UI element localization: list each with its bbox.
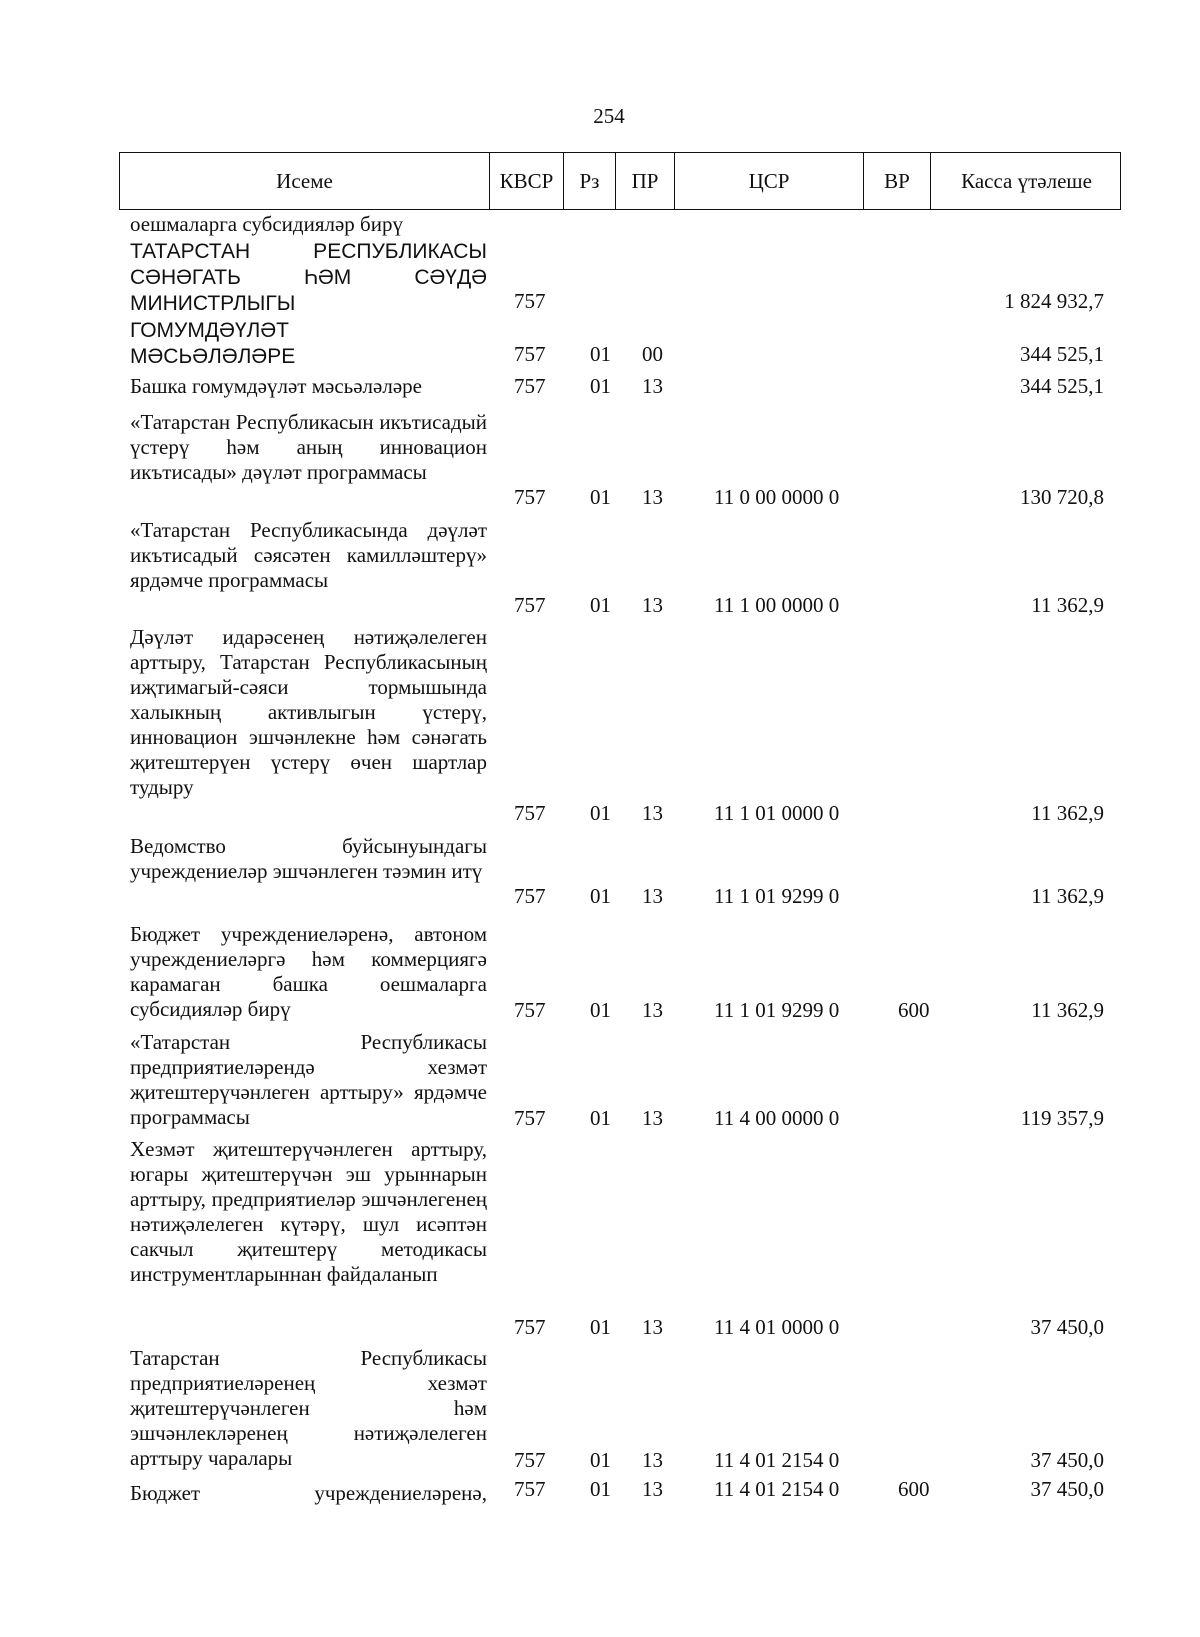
- row-rz: 01: [590, 342, 611, 366]
- header-vr: ВР: [863, 153, 930, 209]
- row-csr: 11 1 00 0000 0: [714, 593, 840, 617]
- row-rz: 01: [590, 884, 611, 908]
- row-kassa: 344 525,1: [1020, 374, 1104, 398]
- table-header: [119, 152, 1121, 210]
- row-rz: 01: [590, 801, 611, 825]
- row-csr: 11 1 01 9299 0: [714, 998, 840, 1022]
- row-name: «Татарстан Республикасында дәүләт икътисадый сәясәтен камилләштерү» ярдәмче программасы: [130, 518, 487, 592]
- row-name: «Татарстан Республикасын икътисадый үстерү һәм аның инновацион икътисады» дәүләт программасы: [130, 410, 487, 484]
- row-kassa: 11 362,9: [1031, 884, 1104, 908]
- row-name: ТАТАРСТАН РЕСПУБЛИКАСЫ СӘНӘГАТЬ ҺӘМ СӘҮДӘ МИНИСТРЛЫГЫ: [130, 240, 487, 315]
- row-kvsr: 757: [514, 1477, 546, 1501]
- row-kassa: 37 450,0: [1030, 1477, 1104, 1501]
- row-kvsr: 757: [514, 374, 546, 398]
- row-vr: 600: [898, 998, 930, 1022]
- row-rz: 01: [590, 593, 611, 617]
- row-name: Хезмәт җитештерүчәнлеген арттыру, югары җитештерүчән эш урыннарын арттыру, предприятиеләр эшчәнлегенең нәтиҗәлелеген күтәрү, шул исәптән сакчыл җитештерү методикасы инструментларыннан файдаланып: [130, 1137, 487, 1286]
- row-pr: 13: [642, 485, 663, 509]
- row-kassa: 344 525,1: [1020, 342, 1104, 366]
- row-kassa: 119 357,9: [1020, 1106, 1104, 1130]
- row-csr: 11 1 01 9299 0: [714, 884, 840, 908]
- header-csr: ЦСР: [674, 153, 863, 209]
- row-pr: 13: [642, 801, 663, 825]
- row-kvsr: 757: [514, 342, 546, 366]
- header-rz: Рз: [563, 153, 615, 209]
- row-rz: 01: [590, 374, 611, 398]
- row-name: Дәүләт идарәсенең нәтиҗәлелеген арттыру, Татарстан Республикасының иҗтимагый-сәяси тормышында халыкның активлыгын үстерү, инновацион эшчәнлекне һәм сәнәгать җитештерүен үстерү өчен шартлар тудыру: [130, 625, 487, 799]
- row-pr: 13: [642, 1315, 663, 1339]
- page-number: 254: [593, 104, 625, 128]
- row-name: Бюджет учреждениеләренә, автоном учреждениеләргә һәм коммерциягә карамаган башка оешмаларга субсидияләр бирү: [130, 922, 487, 1021]
- row-rz: 01: [590, 1106, 611, 1130]
- header-pr: ПР: [615, 153, 674, 209]
- row-kassa: 37 450,0: [1030, 1315, 1104, 1339]
- header-isem: Исеме: [276, 168, 333, 193]
- row-kassa: 1 824 932,7: [1004, 289, 1104, 313]
- row-pr: 13: [642, 998, 663, 1022]
- row-kassa: 11 362,9: [1031, 593, 1104, 617]
- row-rz: 01: [590, 998, 611, 1022]
- row-pr: 13: [642, 1477, 663, 1501]
- row-pr: 13: [642, 1106, 663, 1130]
- header-kassa: Касса үтәлеше: [930, 153, 1122, 209]
- row-pr: 13: [642, 374, 663, 398]
- row-pr: 00: [642, 342, 663, 366]
- row-name: Бюджет учреждениеләренә,: [130, 1481, 487, 1505]
- row-kvsr: 757: [514, 998, 546, 1022]
- row-vr: 600: [898, 1477, 930, 1501]
- row-rz: 01: [590, 1477, 611, 1501]
- row-rz: 01: [590, 1448, 611, 1472]
- row-name: Ведомство буйсынуындагы учреждениеләр эшчәнлеген тәэмин итү: [130, 834, 487, 883]
- row-name: Башка гомумдәүләт мәсьәләләре: [130, 374, 422, 398]
- row-csr: 11 4 00 0000 0: [714, 1106, 840, 1130]
- row-csr: 11 4 01 2154 0: [714, 1448, 840, 1472]
- row-kvsr: 757: [514, 884, 546, 908]
- row-kvsr: 757: [514, 1106, 546, 1130]
- row-kvsr: 757: [514, 1315, 546, 1339]
- row-kassa: 11 362,9: [1031, 801, 1104, 825]
- row-name: «Татарстан Республикасы предприятиеләрендә хезмәт җитештерүчәнлеген арттыру» ярдәмче программасы: [130, 1030, 487, 1129]
- row-name: ГОМУМДӘҮЛӘТ МӘСЬӘЛӘЛӘРЕ: [130, 319, 296, 368]
- row-csr: 11 0 00 0000 0: [714, 485, 840, 509]
- row-kassa: 37 450,0: [1030, 1448, 1104, 1472]
- row-kvsr: 757: [514, 1448, 546, 1472]
- row-kvsr: 757: [514, 801, 546, 825]
- row-kassa: 11 362,9: [1031, 998, 1104, 1022]
- row-name: Татарстан Республикасы предприятиеләренең хезмәт җитештерүчәнлеген һәм эшчәнлекләренең нәтиҗәлелеген арттыру чаралары: [130, 1346, 487, 1470]
- row-pr: 13: [642, 593, 663, 617]
- header-kvsr: КВСР: [489, 153, 563, 209]
- row-rz: 01: [590, 1315, 611, 1339]
- row-kassa: 130 720,8: [1020, 485, 1104, 509]
- row-kvsr: 757: [514, 289, 546, 313]
- row-kvsr: 757: [514, 593, 546, 617]
- row-pr: 13: [642, 1448, 663, 1472]
- continuation-text: оешмаларга субсидияләр бирү: [130, 212, 403, 236]
- row-rz: 01: [590, 485, 611, 509]
- row-csr: 11 1 01 0000 0: [714, 801, 840, 825]
- row-kvsr: 757: [514, 485, 546, 509]
- row-csr: 11 4 01 2154 0: [714, 1477, 840, 1501]
- row-pr: 13: [642, 884, 663, 908]
- row-csr: 11 4 01 0000 0: [714, 1315, 840, 1339]
